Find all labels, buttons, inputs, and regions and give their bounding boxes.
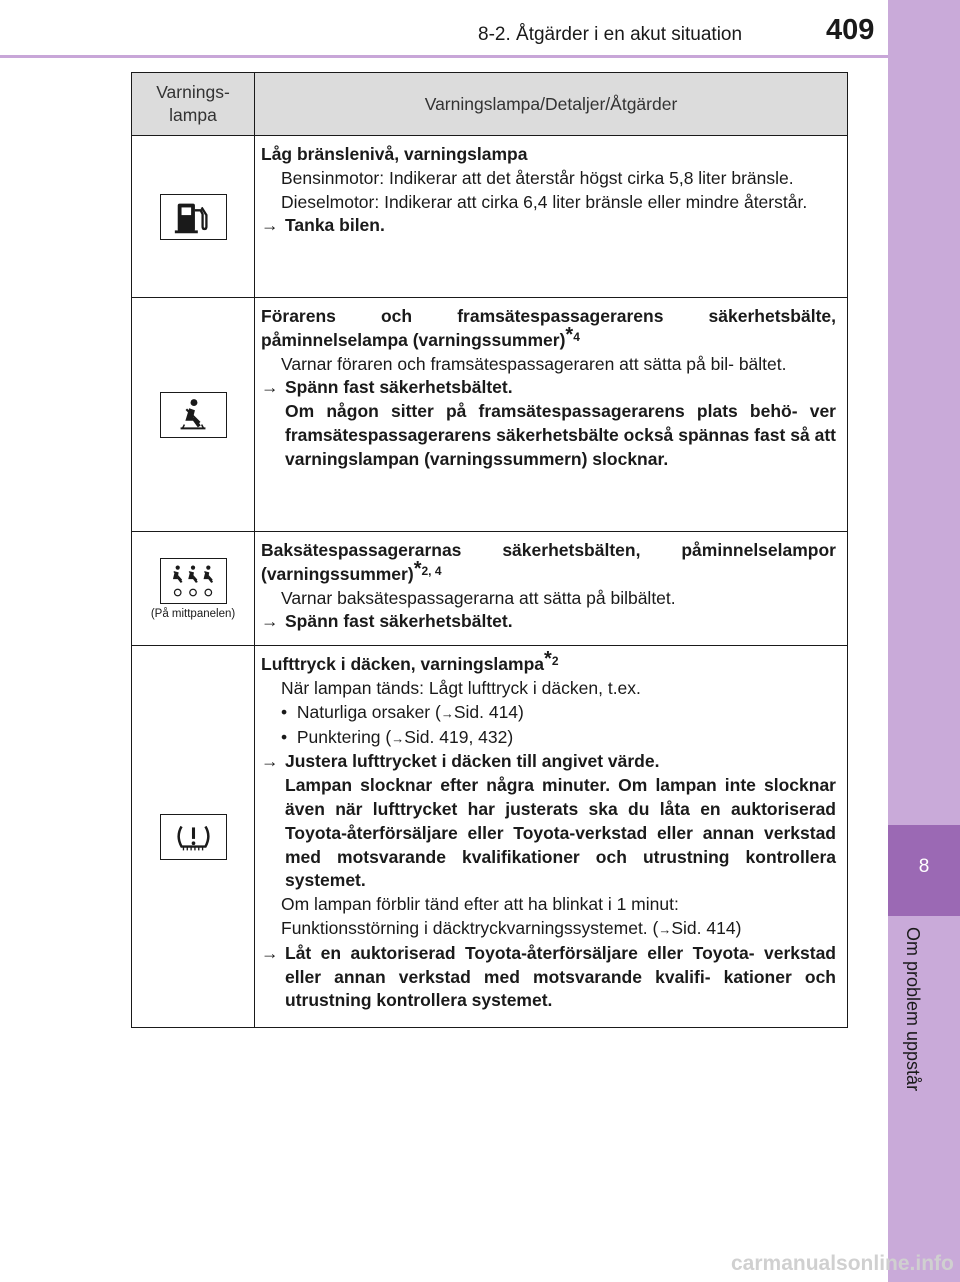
item-body	[261, 917, 836, 942]
header-details: Varningslampa/Detaljer/Åtgärder	[255, 73, 848, 136]
table-row	[132, 646, 848, 1028]
action-text: Spänn fast säkerhetsbältet.	[285, 611, 513, 632]
table-row	[132, 136, 848, 298]
item-title-text: Lufttryck i däcken, varningslampa	[261, 654, 545, 675]
table-row	[132, 532, 848, 646]
item-title: Låg bränslenivå, varningslampa	[261, 144, 528, 164]
page-reference: Sid. 414)	[453, 701, 524, 722]
item-title	[261, 648, 836, 677]
action-note: Lampan slocknar efter några minuter. Om lampan inte slocknar även när lufttrycket har justerats ska du låta en auktoriserad Toyota-återförsäljare eller Toyota-verkstad eller annan verkstad med motsvarande kvalifikationer och utrustning kontrollera systemet.	[285, 775, 836, 891]
description-cell	[255, 298, 848, 532]
action-text: Tanka bilen.	[285, 215, 385, 236]
bullet-icon: •	[281, 726, 288, 747]
header-divider	[0, 55, 888, 58]
section-title: 8-2. Åtgärder i en akut situation	[478, 24, 743, 45]
icon-cell	[132, 532, 255, 646]
watermark: carmanualsonline.info	[731, 1252, 954, 1275]
icon-cell	[132, 298, 255, 532]
footnote-number: 4	[573, 329, 580, 344]
item-body: Varnar baksätespassagerarna att sätta på bilbältet.	[281, 587, 676, 608]
list-item	[261, 701, 836, 726]
arrow-right-icon: →	[658, 921, 672, 937]
arrow-right-icon: →	[261, 377, 279, 398]
footnote-mark: *	[413, 557, 422, 580]
action-text: Spänn fast säkerhetsbältet.	[285, 377, 513, 398]
table-header-row	[132, 73, 848, 136]
seat-belt-reminder-icon	[160, 392, 227, 438]
arrow-right-icon: →	[440, 705, 454, 721]
icon-caption: (På mittpanelen)	[150, 607, 236, 620]
item-action	[261, 750, 836, 774]
footnote-ref	[565, 323, 580, 346]
item-title	[261, 539, 836, 587]
action-note: Om någon sitter på framsätespassagerarens plats behö- ver framsätespassagerarens säkerhetsbälte också spännas fast så att varningslampan (varningssummern) slocknar.	[285, 401, 836, 469]
footnote-number: 2	[551, 654, 559, 669]
action-text: Justera lufttrycket i däcken till angivet värde.	[285, 751, 660, 772]
item-body: Dieselmotor: Indikerar att cirka 6,4 liter bränsle eller mindre återstår.	[281, 191, 808, 212]
item-body: Om lampan förblir tänd efter att ha blinkat i 1 minut:	[281, 894, 679, 915]
item-body: Varnar föraren och framsätespassageraren att sätta på bil- bältet.	[281, 353, 787, 374]
arrow-right-icon: →	[261, 611, 279, 632]
rear-seat-belt-reminder-icon	[160, 558, 227, 604]
item-title	[261, 305, 836, 353]
body-text: Funktionsstörning i däcktryckvarningssystemet. (	[281, 917, 659, 938]
arrow-right-icon: →	[261, 751, 279, 772]
item-action	[261, 610, 836, 634]
item-body: När lampan tänds: Lågt lufttryck i däcken, t.ex.	[281, 677, 641, 698]
page-reference: Sid. 419, 432)	[404, 726, 514, 747]
arrow-right-icon: →	[261, 942, 279, 963]
icon-cell	[132, 136, 255, 298]
header-warning-lamp	[132, 73, 255, 136]
page-number: 409	[826, 14, 875, 46]
table-row	[132, 298, 848, 532]
bullet-icon: •	[281, 701, 288, 722]
footnote-ref	[544, 648, 559, 671]
description-cell	[255, 532, 848, 646]
description-cell	[255, 646, 848, 1028]
item-title-text: Förarens och framsätespassagerarens säkerhetsbälte, påminnelselampa (varningssummer)	[261, 306, 836, 350]
item-body: Bensinmotor: Indikerar att det återstår högst cirka 5,8 liter bränsle.	[281, 167, 794, 188]
arrow-right-icon: →	[391, 730, 405, 746]
tire-pressure-warning-icon	[160, 814, 227, 860]
header-warning-lamp-line1: Varnings-	[156, 82, 230, 102]
footnote-ref	[413, 557, 442, 580]
item-action	[261, 942, 836, 1013]
bullet-text: Punktering (	[296, 726, 392, 747]
footnote-mark: *	[544, 648, 552, 671]
header-warning-lamp-line2: lampa	[169, 105, 217, 125]
footnote-mark: *	[565, 323, 574, 346]
icon-cell	[132, 646, 255, 1028]
footnote-number: 2, 4	[421, 563, 442, 578]
page-reference: Sid. 414)	[671, 917, 742, 938]
item-action	[261, 214, 836, 238]
list-item	[261, 726, 836, 751]
description-cell	[255, 136, 848, 298]
arrow-right-icon: →	[261, 215, 279, 236]
chapter-number: 8	[918, 856, 930, 877]
bullet-text: Naturliga orsaker (	[296, 701, 441, 722]
item-action	[261, 376, 836, 400]
action-text: Låt en auktoriserad Toyota-återförsäljare eller Toyota- verkstad eller annan verkstad med motsvarande kvalifi- kationer och utrustning kontrollera systemet.	[285, 942, 836, 1011]
warning-light-table	[131, 72, 848, 1028]
chapter-title: Om problem uppstår	[903, 927, 923, 1092]
item-title-text: Baksätespassagerarnas säkerhetsbälten, påminnelselampor (varningssummer)	[261, 540, 836, 584]
fuel-pump-icon	[160, 194, 227, 240]
